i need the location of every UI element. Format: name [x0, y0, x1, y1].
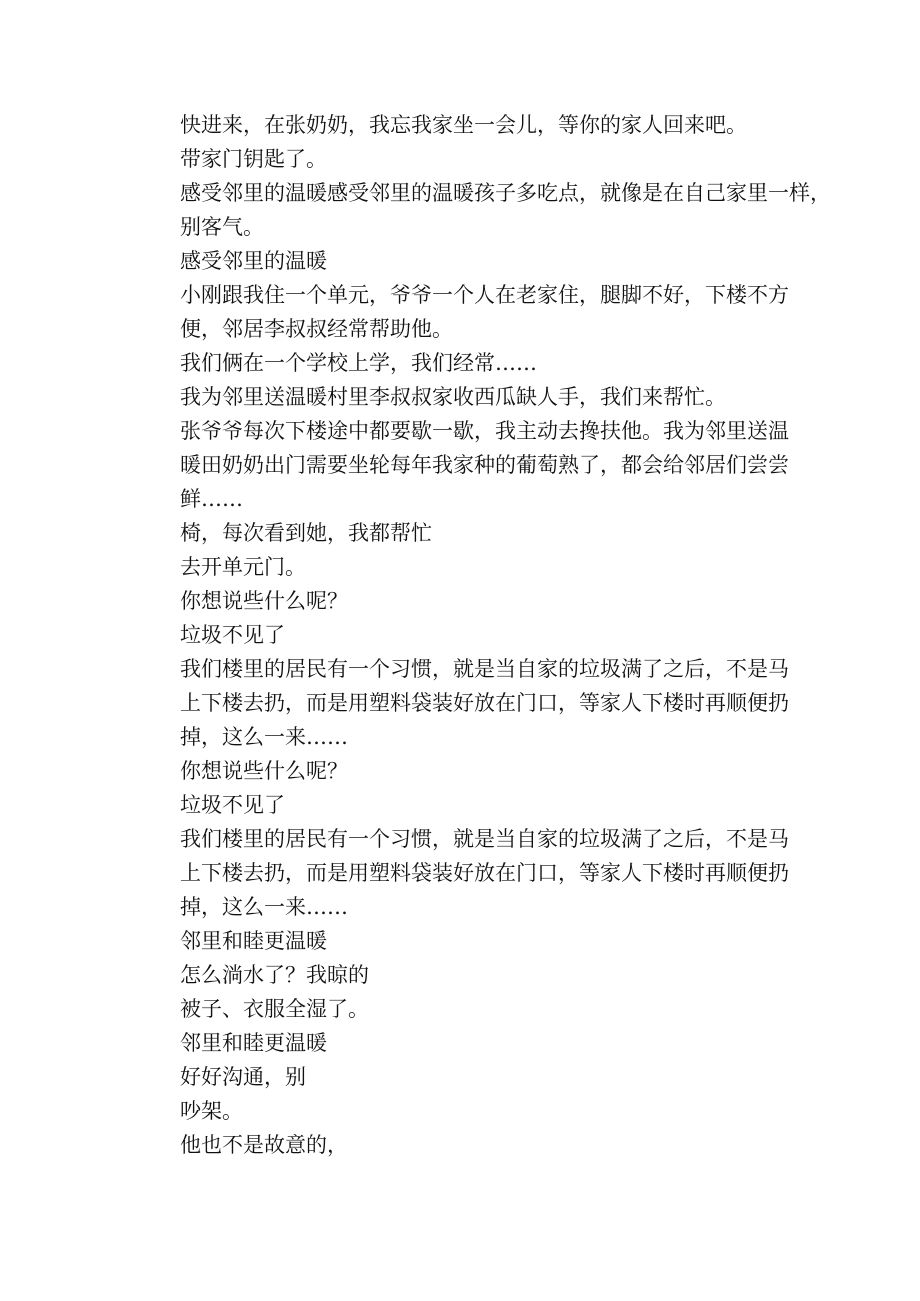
- text-line: 我们俩在一个学校上学，我们经常……: [180, 351, 537, 375]
- section-heading: 感受邻里的温暖: [180, 249, 327, 273]
- text-line: 小刚跟我住一个单元，爷爷一个人在老家住，腿脚不好，下楼不方: [180, 283, 789, 307]
- section-heading: 垃圾不见了: [180, 793, 285, 817]
- text-line: 快进来，在张奶奶，我忘我家坐一会儿，等你的家人回来吧。: [180, 113, 747, 137]
- text-line: 暖田奶奶出门需要坐轮每年我家种的葡萄熟了，都会给邻居们尝尝: [180, 453, 789, 477]
- section-heading: 邻里和睦更温暖: [180, 1031, 327, 1055]
- text-line: 我们楼里的居民有一个习惯，就是当自家的垃圾满了之后，不是马: [180, 827, 789, 851]
- question-line: 你想说些什么呢？: [180, 759, 348, 783]
- text-line: 吵架。: [180, 1099, 243, 1123]
- text-line: 我为邻里送温暖村里李叔叔家收西瓜缺人手，我们来帮忙。: [180, 385, 726, 409]
- text-line: 上下楼去扔，而是用塑料袋装好放在门口，等家人下楼时再顺便扔: [180, 691, 789, 715]
- text-line: 被子、衣服全湿了。: [180, 997, 369, 1021]
- document-body: [180, 108, 831, 1162]
- text-line: 怎么淌水了？我晾的: [180, 963, 369, 987]
- text-line: 好好沟通，别: [180, 1065, 306, 1089]
- section-heading: 垃圾不见了: [180, 623, 285, 647]
- text-line: 我们楼里的居民有一个习惯，就是当自家的垃圾满了之后，不是马: [180, 657, 789, 681]
- text-line: 感受邻里的温暖感受邻里的温暖孩子多吃点，就像是在自己家里一样，: [180, 181, 831, 205]
- question-line: 你想说些什么呢？: [180, 589, 348, 613]
- section-heading: 邻里和睦更温暖: [180, 929, 327, 953]
- text-line: 张爷爷每次下楼途中都要歇一歇，我主动去搀扶他。我为邻里送温: [180, 419, 789, 443]
- text-line: 别客气。: [180, 215, 264, 239]
- text-line: 他也不是故意的，: [180, 1133, 348, 1157]
- text-line: 上下楼去扔，而是用塑料袋装好放在门口，等家人下楼时再顺便扔: [180, 861, 789, 885]
- text-line: 去开单元门。: [180, 555, 306, 579]
- text-line: 椅，每次看到她，我都帮忙: [180, 521, 432, 545]
- text-line: 掉，这么一来……: [180, 895, 348, 919]
- text-line: 便，邻居李叔叔经常帮助他。: [180, 317, 453, 341]
- text-line: 鲜……: [180, 487, 243, 511]
- text-line: 带家门钥匙了。: [180, 147, 327, 171]
- text-line: 掉，这么一来……: [180, 725, 348, 749]
